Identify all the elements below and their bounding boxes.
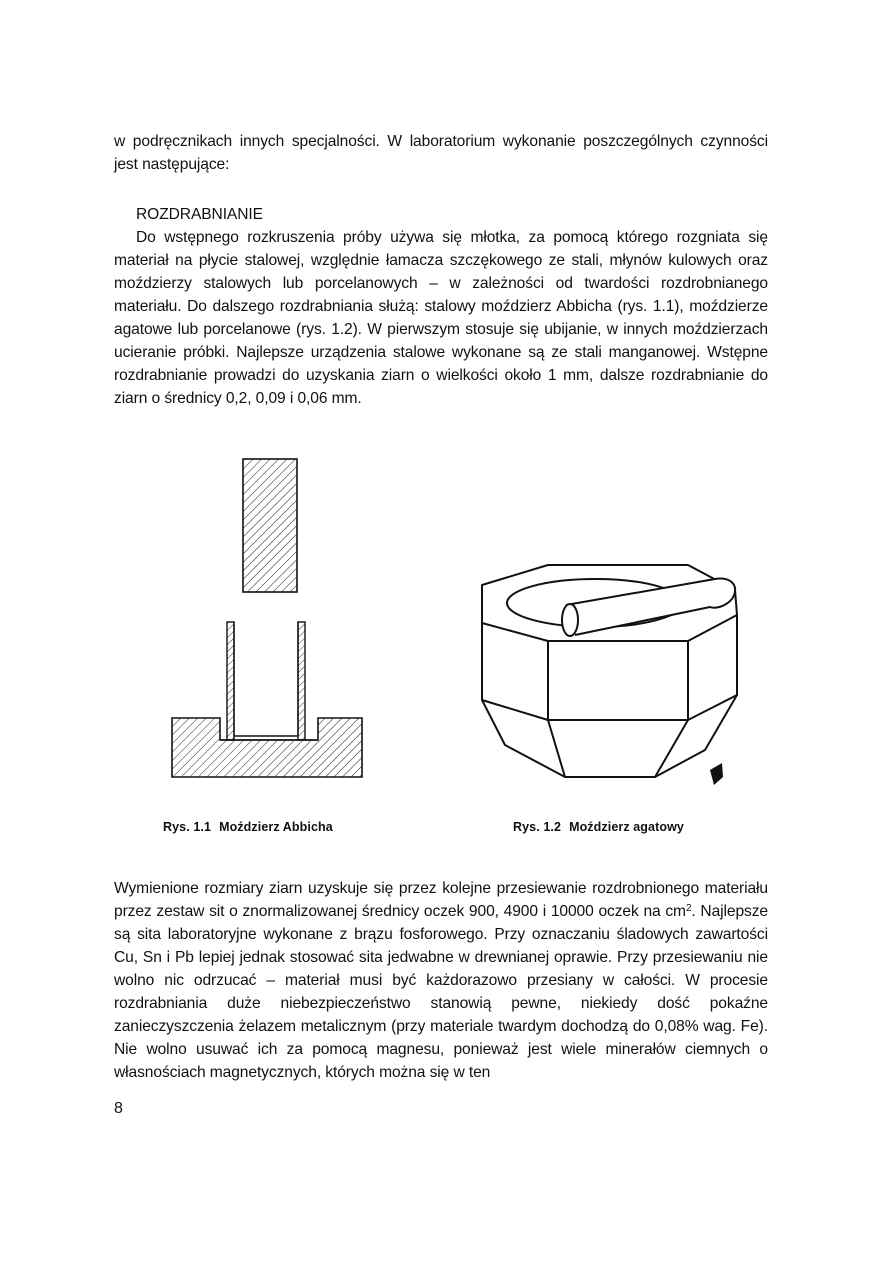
page-number: 8 xyxy=(114,1100,123,1117)
figure-abbich-mortar xyxy=(160,450,380,790)
sieving-paragraph xyxy=(114,877,768,1084)
sieving-text xyxy=(114,877,768,1084)
sleeve-right-wall xyxy=(298,622,305,740)
superscript-2: 2 xyxy=(685,903,692,914)
figure-1-caption xyxy=(163,820,333,834)
figure-1-title: Moździerz Abbicha xyxy=(219,820,333,834)
section-heading: ROZDRABNIANIE xyxy=(136,206,263,223)
figure-2-caption xyxy=(513,820,684,834)
figure-1-number: Rys. 1.1 xyxy=(163,820,212,834)
sieving-text-part2: . Najlepsze są sita laboratoryjne wykonane z brązu fosforowego. Przy oznaczaniu śladowych zawartości Cu, Sn i Pb lepiej jednak stosować sita jedwabne w drewnianej oprawie. Przy przesiewaniu nie wolno nic odrzucać – materiał musi być każdorazowo przesiany w całości. W procesie rozdrabniania duże niebezpieczeństwo stanowią pewne, niekiedy dość pokaźne zanieczyszczenia żelazem metalicznym (przy materiale twardym dochodzą do 0,08% wag. Fe). Nie wolno usuwać ich za pomocą magnesu, ponieważ jest wiele minerałów ciemnych o własnościach magnetycznych, których można się w ten xyxy=(114,903,768,1081)
base-plate xyxy=(172,718,362,777)
figure-agate-mortar xyxy=(470,545,750,795)
section-rozdrabnianie xyxy=(114,203,768,410)
figure-2-number: Rys. 1.2 xyxy=(513,820,562,834)
section-body: Do wstępnego rozkruszenia próby używa się młotka, za pomocą którego rozgniata się materiał na płycie stalowej, względnie łamacza szczękowego ze stali, młynów kulowych oraz moździerzy stalowych lub porcelanowych – w zależności od twardości rozdrobnianego materiału. Do dalszego rozdrabniania służą: stalowy moździerz Abbicha (rys. 1.1), moździerze agatowe lub porcelanowe (rys. 1.2). W pierwszym stosuje się ubijanie, w innych moździerzach ucieranie próbki. Najlepsze urządzenia stalowe wykonane są ze stali manganowej. Wstępne rozdrabnianie prowadzi do uzyskania ziarn o wielkości około 1 mm, dalsze rozdrabnianie do ziarn o średnicy 0,2, 0,09 i 0,06 mm. xyxy=(114,229,768,407)
ink-blot xyxy=(710,763,723,785)
sieving-text-part1: Wymienione rozmiary ziarn uzyskuje się przez kolejne przesiewanie rozdrobnionego materiału przez zestaw sit o znormalizowanej średnicy oczek 900, 4900 i 10000 oczek na cm xyxy=(114,880,768,920)
figure-2-title: Moździerz agatowy xyxy=(569,820,684,834)
pestle xyxy=(243,459,297,592)
intro-paragraph xyxy=(114,130,768,176)
inner-cup xyxy=(234,622,298,736)
intro-text: w podręcznikach innych specjalności. W laboratorium wykonanie poszczególnych czynności jest następujące: xyxy=(114,133,768,173)
sleeve-left-wall xyxy=(227,622,234,740)
mortar-base xyxy=(482,695,737,777)
